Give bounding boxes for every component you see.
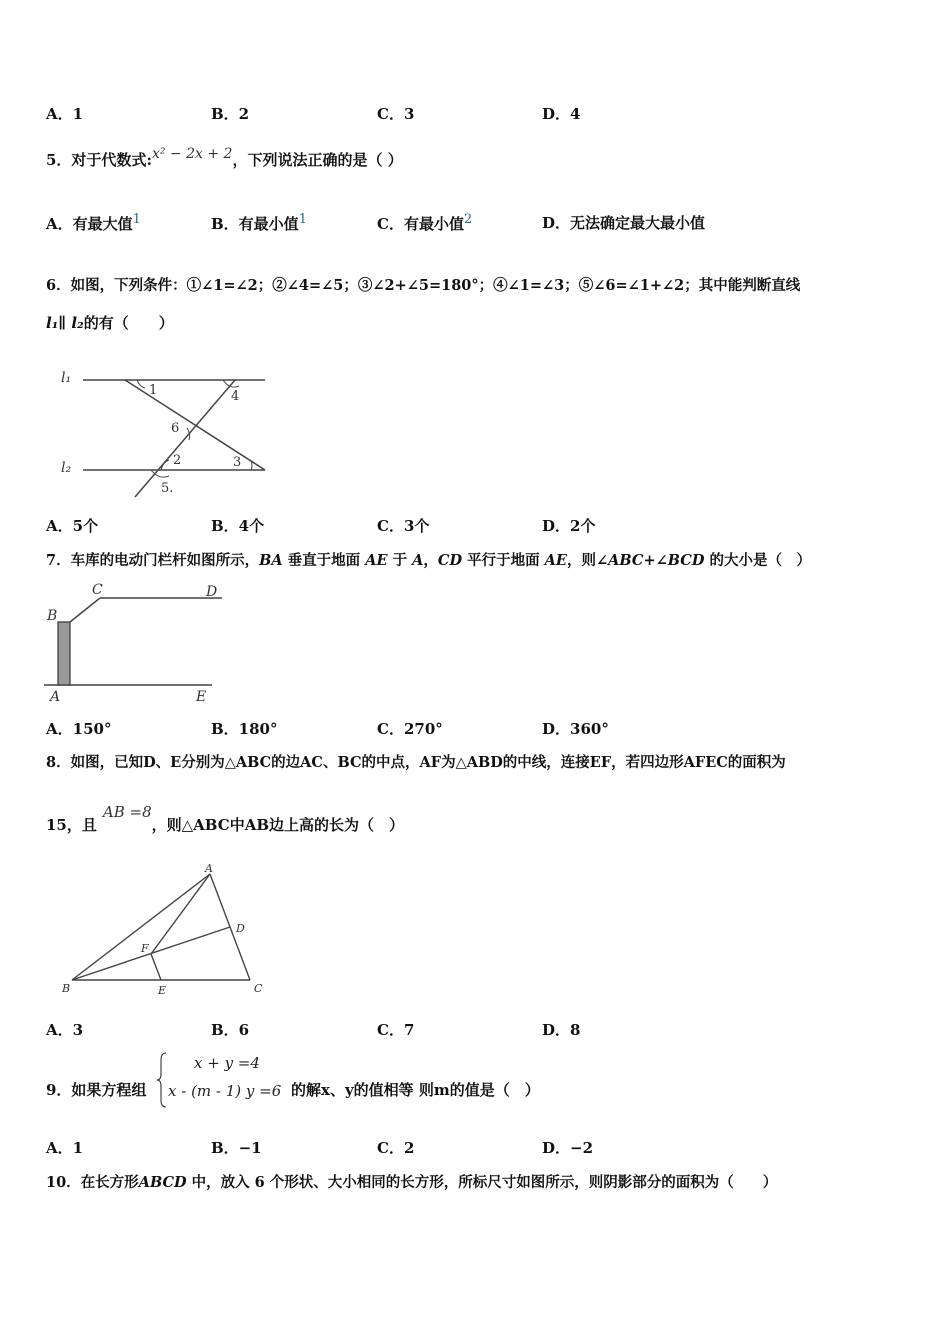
- q9-option-b: B．−1: [211, 1139, 262, 1157]
- q10-stem: 10．在长方形ABCD 中，放入 6 个形状、大小相同的长方形，所标尺寸如图所示，则阴影部分的面积为（ ）: [46, 1174, 778, 1191]
- q6-option-b: B．4个: [211, 517, 265, 535]
- q7-stem: 7．车库的电动门栏杆如图所示，BA 垂直于地面 AE 于 A，CD 平行于地面 AE，则∠ABC+∠BCD 的大小是（ ）: [46, 552, 811, 569]
- q8-label-c: C: [254, 982, 263, 995]
- q6-lines-math: l₁∥ l₂: [46, 314, 84, 332]
- q6-option-d: D．2个: [542, 517, 596, 535]
- q9-option-d: D．−2: [542, 1139, 594, 1157]
- q8-option-b: B．6: [211, 1021, 250, 1039]
- q6-label-6: 6: [171, 421, 180, 436]
- q7-label-b: B: [47, 608, 58, 624]
- q4-option-c: C．3: [377, 105, 415, 123]
- q6-option-c: C．3个: [377, 517, 430, 535]
- q8-figure: [58, 862, 272, 1002]
- q7-label-c: C: [92, 582, 103, 598]
- q6-transversal-1: [125, 380, 265, 470]
- q9-brace: [156, 1052, 168, 1108]
- q7-label-d: D: [206, 584, 218, 600]
- q9-option-a: A．1: [46, 1139, 84, 1157]
- q6-label-l2: l₂: [61, 460, 72, 476]
- q5-expression: x² − 2x + 2: [151, 146, 233, 162]
- q7-option-c: C．270°: [377, 720, 443, 738]
- q4-option-d: D．4: [542, 105, 581, 123]
- q8-segment-fe: [151, 954, 161, 980]
- q8-label-e: E: [158, 984, 167, 997]
- q7-option-a: A．150°: [46, 720, 112, 738]
- q4-option-a: A．1: [46, 105, 84, 123]
- q6-stem-line2: [46, 312, 174, 333]
- q7-post-ba: [58, 622, 70, 685]
- q7-bar-bc: [70, 598, 100, 622]
- q5-option-a: A．有最大值$^1$: [46, 212, 141, 233]
- q7-figure: [44, 580, 230, 704]
- q8-stem-line1: 8．如图，已知D、E分别为△ABC的边AC、BC的中点，AF为△ABD的中线，连接EF，若四边形AFEC的面积为: [46, 754, 786, 771]
- q5-option-b: B．有最小值$^1$: [211, 212, 307, 233]
- q6-arc-3: [251, 461, 252, 470]
- q4-option-b: B．2: [211, 105, 250, 123]
- q9-option-c: C．2: [377, 1139, 415, 1157]
- q6-stem-rest: 的有（ ）: [83, 314, 174, 332]
- q8-label-a: A: [205, 862, 213, 875]
- q9-equation-1: x + y =4: [194, 1054, 260, 1072]
- q5-option-c: C．有最小值$^2$: [377, 212, 473, 233]
- q9-prefix: 9．如果方程组: [46, 1081, 147, 1099]
- q8-math-ab: AB =8: [102, 803, 152, 821]
- q5-stem: [46, 146, 403, 170]
- q5-suffix: ，下列说法正确的是（ ）: [232, 151, 403, 169]
- q8-segment-af: [151, 874, 210, 954]
- q7-option-d: D．360°: [542, 720, 609, 738]
- q9-suffix: 的解x、y的值相等 则m的值是（ ）: [291, 1081, 540, 1099]
- q6-figure: [55, 362, 275, 502]
- q7-option-b: B．180°: [211, 720, 278, 738]
- q6-label-1: 1: [149, 383, 158, 398]
- q7-label-e: E: [196, 689, 207, 704]
- q5-option-d: D．无法确定最大最小值: [542, 214, 706, 232]
- q6-stem-line1: 6．如图，下列条件：①∠1=∠2；②∠4=∠5；③∠2+∠5=180°；④∠1=∠3；⑤∠6=∠1+∠2；其中能判断直线: [46, 277, 801, 294]
- q6-label-2: 2: [173, 453, 182, 468]
- q7-label-a: A: [50, 689, 61, 704]
- q6-arc-1: [137, 380, 145, 388]
- q8-label-d: D: [236, 922, 245, 935]
- q9-equation-2: x - (m - 1) y =6: [168, 1082, 282, 1100]
- q8-label-b: B: [62, 982, 71, 995]
- q6-option-a: A．5个: [46, 517, 99, 535]
- q6-label-5: 5.: [161, 481, 174, 496]
- q8-stem-line2: 15，且AB =8，则△ABC中AB边上高的长为（ ）: [46, 803, 405, 834]
- q8-option-d: D．8: [542, 1021, 581, 1039]
- q8-side-ab: [72, 874, 210, 980]
- q6-label-l1: l₁: [61, 370, 72, 386]
- q8-label-f: F: [141, 942, 149, 955]
- q8-option-a: A．3: [46, 1021, 84, 1039]
- q8-option-c: C．7: [377, 1021, 415, 1039]
- q6-label-3: 3: [233, 455, 242, 470]
- q6-label-4: 4: [231, 389, 240, 404]
- q5-prefix: 5．对于代数式:: [46, 151, 152, 169]
